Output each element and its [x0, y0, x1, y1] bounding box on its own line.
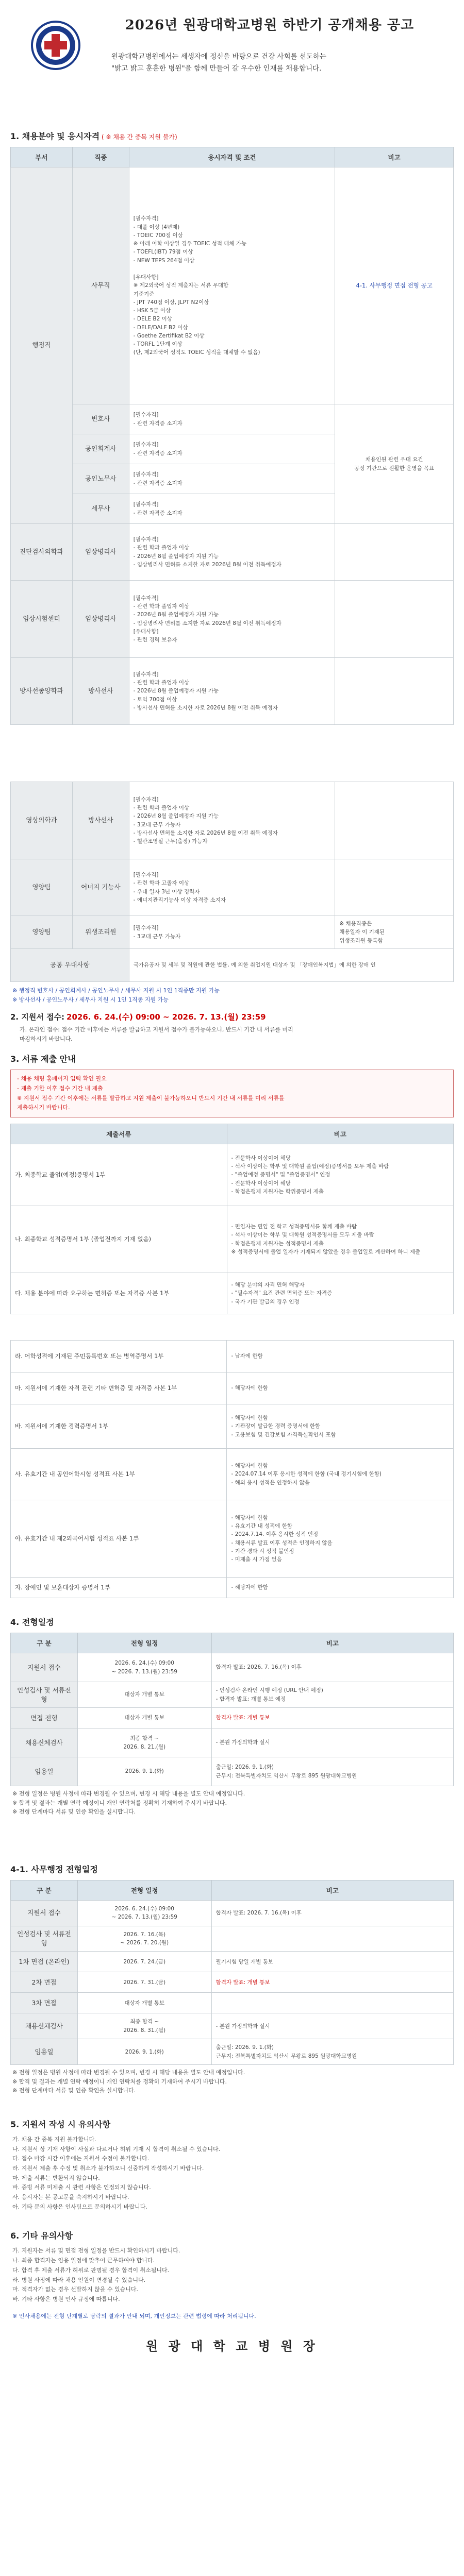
- section41-notes: ※ 전형 일정은 병원 사정에 따라 변경될 수 있으며, 변경 시 해당 내용을 별도 안내 예정입니다. ※ 합격 및 결과는 개별 연락 예정이니 개인 연락처를 정확히 기재하여 주시기 바랍니다. ※ 전형 단계마다 서류 및 인증 확인을 실시합니다.: [12, 2069, 245, 2094]
- admin-schedule-table: 구 분 전형 일정 비고 지원서 접수 2026. 6. 24.(수) 09:00 ~ 2026. 7. 13.(월) 23:59 합격자 발표: 2026. 7. 16.(목) 이후 인성검사 및 서류전형 2026. 7. 16.(목) ~ 2026. 7. 20.(월) 1차 면접 (온라인) 2026. 7. 24.(금) 필기시험 당일 개별 통보 2차 면접 2026. 7. 31.(금) 합격자 발표: 개별 통보 3차 면접 대상자 개별 통보 채용신체검사 최종 합격 ~ 2026. 8. 31.(월) - 본원 가정의학과 실시 임용일 2026. 9. 1.(화) 출근일: 2026. 9. 1.(화) 근무지: 전북특별자치도 익산시 무왕로 895 원광대학교병원: [10, 1880, 454, 2065]
- table-row: 지원서 접수 2026. 6. 24.(수) 09:00 ~ 2026. 7. 13.(월) 23:59 합격자 발표: 2026. 7. 16.(목) 이후: [11, 1653, 454, 1682]
- table-row: 2차 면접 2026. 7. 31.(금) 합격자 발표: 개별 통보: [11, 1972, 454, 1993]
- table-row: 인성검사 및 서류전형 대상자 개별 통보 - 인성검사 온라인 시행 예정 (URL 안내 예정) - 합격자 발표: 개별 통보 예정: [11, 1682, 454, 1708]
- table-row: 공인회계사 [필수자격] - 관련 자격증 소지자: [11, 434, 454, 464]
- table-row: 영양팀 어너지 기능사 [필수자격] - 관련 학과 고졸자 이상 - 우대 일자 3년 이상 경력자 - 에너지관리기능사 이상 자격증 소지자: [11, 859, 454, 916]
- list-item: 라. 병원 사정에 따라 채용 인원이 변경될 수 있습니다.: [12, 2276, 146, 2283]
- header: [10, 0, 454, 124]
- intro-line-1: 원광대학교병원에서는 세생자에 정신을 바탕으로 건강 사회를 선도하는: [111, 53, 326, 61]
- recruitment-table: [10, 147, 454, 725]
- section1-title: 1. 채용분야 및 응시자격 ( ※ 채용 간 중복 지원 불가): [10, 131, 177, 141]
- table-row: 공통 우대사항 국가유공자 및 세부 및 직원에 관한 법률, 예 의한 취업지원 대상자 및 「장애인복지법」에 의한 장애 인: [11, 949, 454, 982]
- table-row: 영상의학과 방사선사 [필수자격] - 관련 학과 졸업자 이상 - 2026년 8월 졸업예정자 지원 가능 - 3교대 근무 가능자 - 방사선사 면허를 소지한 자로 2026년 8월 이전 취득 예정자 - 혈관조영실 근무(출장) 가능자: [11, 782, 454, 859]
- table-row: 세무사 [필수자격] - 관련 자격증 소지자: [11, 494, 454, 524]
- section4-notes: ※ 전형 일정은 병원 사정에 따라 변경될 수 있으며, 변경 시 해당 내용을 별도 안내 예정입니다. ※ 합격 및 결과는 개별 연락 예정이니 개인 연락처를 정확히 기재하여 주시기 바랍니다. ※ 전형 단계마다 서류 및 인증 확인을 실시합니다.: [12, 1790, 245, 1816]
- job-cell: 사무직: [72, 167, 129, 404]
- table-row: 라. 어학성적에 기재된 주민등록번호 또는 병역증명서 1부 - 남자에 한함: [11, 1341, 454, 1372]
- table-row: 임용일 2026. 9. 1.(화) 출근일: 2026. 9. 1.(화) 근무지: 전북특별자치도 익산시 무왕로 895 원광대학교병원: [11, 1757, 454, 1786]
- section6-list: [12, 2246, 454, 2304]
- table-row: 변호사 [필수자격] - 관련 자격증 소지자 채용인원 관련 우대 요건 공정 기관으로 원활한 운영을 목표: [11, 404, 454, 434]
- table-row: 영양팀 위생조리원 [필수자격] - 3교대 근무 가능자 ※ 채용직종은 채용일자 이 기재된 위생조리원 등록함: [11, 916, 454, 949]
- list-item: 마. 제출 서류는 반환되지 않습니다.: [12, 2174, 100, 2181]
- list-item: 다. 접수 마감 시간 이후에는 지원서 수정이 불가합니다.: [12, 2155, 150, 2162]
- list-item: 나. 지원서 상 기재 사항이 사실과 다르거나 허위 기재 시 합격이 취소될 수 있습니다.: [12, 2145, 221, 2153]
- col-job: 직종: [72, 147, 129, 167]
- table-row: 채용신체검사 최종 합격 ~ 2026. 8. 31.(월) - 본원 가정의학과 실시: [11, 2013, 454, 2039]
- section3-notice-box: - 채용 채팅 홈페이지 입력 확인 필요 - 제출 기한 이후 접수 기간 내 제출 ※ 지원서 접수 기간 이후에는 서류를 발급하고 지원 제출이 불가능하오니 반드시 기간 내 서류를 미리 서류를 제출하시기 바랍니다.: [10, 1070, 454, 1117]
- section2-note-2: 마감하시기 바랍니다.: [20, 1035, 73, 1042]
- hospital-logo-icon: [31, 21, 80, 70]
- section41-title: 4-1. 사무행정 전형일정: [10, 1864, 98, 1874]
- section4-title: 4. 전형일정: [10, 1617, 54, 1628]
- table-row: [11, 167, 454, 404]
- table-row: 임용일 2026. 9. 1.(화) 출근일: 2026. 9. 1.(화) 근무지: 전북특별자치도 익산시 무왕로 895 원광대학교병원: [11, 2039, 454, 2065]
- table-row: 방사선종양학과 방사선사 [필수자격] - 관련 학과 졸업자 이상 - 2026년 8월 졸업예정자 지원 가능 - 토익 700점 이상 - 방사선사 면허를 소지한 자로 2026년 8월 이전 취득 예정자: [11, 658, 454, 725]
- section3-title: 3. 서류 제출 안내: [10, 1054, 76, 1064]
- col-dept: 부서: [11, 147, 73, 167]
- table-row: 자. 장애인 및 보훈대상자 증명서 1부 - 해당자에 한함: [11, 1578, 454, 1598]
- list-item: 아. 기타 문의 사항은 인사팀으로 문의하시기 바랍니다.: [12, 2203, 147, 2210]
- section6-title: 6. 기타 유의사항: [10, 2231, 73, 2241]
- list-item: 다. 합격 후 제출 서류가 허위로 판명될 경우 합격이 취소됩니다.: [12, 2266, 170, 2274]
- section2-title: 2. 지원서 접수: 2026. 6. 24.(수) 09:00 ~ 2026. 7. 13.(월) 23:59: [10, 1012, 266, 1022]
- documents-table: 제출서류 비고 가. 최종학교 졸업(예정)증명서 1부 - 전문학사 이상이어 해당 - 석사 이상이는 학부 및 대학원 졸업(예정)증명서를 모두 제출 바람 - "졸업예정 증명서" 및 "졸업증명서" 인정 - 전문학사 이상이어 해당 - 학점은행제 지원자는 학위증명서 제출 나. 최종학교 성적증명서 1부 (졸업전까지 기재 없음) - 편입자는 편입 전 학교 성적증명서를 함께 제출 바람 - 석사 이상이는 학부 및 대학원 성적증명서를 모두 제출 바람 - 학점은행제 지원자는 성적증명서 제출 ※ 성적증명서에 졸업 일자가 기재되지 않았을 경우 졸업일로 계산하여 하니 제출 다. 채용 분야에 따라 요구하는 면허증 또는 자격증 사본 1부 - 해당 분야의 자격 면허 해당자 - "필수자격" 요건 관련 면허증 또는 자격증 - 국가 기관 발급의 경우 인정: [10, 1124, 454, 1314]
- list-item: 마. 적격자가 없는 경우 선발하지 않을 수 있습니다.: [12, 2286, 138, 2293]
- header-text: [86, 14, 454, 75]
- table-row: 임상시험센터 임상병리사 [필수자격] - 관련 학과 졸업자 이상 - 2026년 8월 졸업예정자 지원 가능 - 임상병리사 면허를 소지한 자로 2026년 8월 이전 취득예정자 [우대사항] - 관련 경력 보유자: [11, 581, 454, 658]
- list-item: 바. 증빙 서류 미제출 시 관련 사항은 인정되지 않습니다.: [12, 2184, 151, 2191]
- page-title: 2026년 원광대학교병원 하반기 공개채용 공고: [125, 18, 415, 33]
- table-row: 나. 최종학교 성적증명서 1부 (졸업전까지 기재 없음) - 편입자는 편입 전 학교 성적증명서를 함께 제출 바람 - 석사 이상이는 학부 및 대학원 성적증명서를 모두 제출 바람 - 학점은행제 지원자는 성적증명서 제출 ※ 성적증명서에 졸업 일자가 기재되지 않았을 경우 졸업일로 계산하여 하니 제출: [11, 1206, 454, 1273]
- table-row: 사. 유효기간 내 공인어학시험 성적표 사본 1부 - 해당자에 한함 - 2024.07.14 이후 응시한 성적에 한함 (국내 정기시험에 한함) - 해외 응시 성적은 인정하지 않음: [11, 1449, 454, 1500]
- req-cell: [필수자격] - 대졸 이상 (4년제) - TOEIC 700점 이상 ※ 아래 어학 이상일 경우 TOEIC 성적 대체 가능 - TOEFL(IBT) 79점 이상 - NEW TEPS 264점 이상 [우대사항] ※ 제2외국어 성적 제출자는 서류 우대함 기준기준 - JPT 740점 이상, JLPT N2이상 - HSK 5급 이상 - DELE B2 이상 - DELE/DALF B2 이상 - Goethe Zertifikat B2 이상 - TORFL 1단계 이상 (단, 제2외국어 성적도 TOEIC 성적을 대체할 수 없음): [129, 167, 335, 404]
- signature: 원 광 대 학 교 병 원 장: [146, 2338, 318, 2354]
- note-cell: 4-1. 사무행정 면접 전형 공고: [335, 167, 454, 404]
- list-item: 가. 지원자는 서류 및 면접 전형 일정을 반드시 확인하시기 바랍니다.: [12, 2247, 180, 2255]
- table-row: 1차 면접 (온라인) 2026. 7. 24.(금) 필기시험 당일 개별 통보: [11, 1952, 454, 1972]
- col-note: 비고: [335, 147, 454, 167]
- documents-table-continued: [10, 1340, 454, 1598]
- table-row: 인성검사 및 서류전형 2026. 7. 16.(목) ~ 2026. 7. 20.(월): [11, 1926, 454, 1951]
- col-req: 응시자격 및 조건: [129, 147, 335, 167]
- recruitment-table-continued: [10, 782, 454, 982]
- table-row: 채용신체검사 최종 합격 ~ 2026. 8. 21.(월) - 본원 가정의학과 실시: [11, 1728, 454, 1757]
- table-row: 마. 지원서에 기재한 자격 관련 기타 면허증 및 자격증 사본 1부 - 해당자에 한함: [11, 1372, 454, 1404]
- list-item: 라. 지원서 제출 후 수정 및 취소가 불가하오니 신중하게 작성하시기 바랍니다.: [12, 2165, 204, 2172]
- section1-footnotes: ※ 행정직 변호사 / 공인회계사 / 공인노무사 / 세무사 지원 시 1인 1직종만 지원 가능 ※ 방사선사 / 공인노무사 / 세무사 지원 시 1인 1직종 지원 가능: [12, 987, 220, 1003]
- list-item: 가. 채용 간 중복 지원 불가합니다.: [12, 2136, 96, 2143]
- section6-final-note: ※ 인사채용에는 전형 단계별로 당락의 결과가 안내 되며, 개인정보는 관련 법령에 따라 처리됩니다.: [12, 2312, 256, 2319]
- schedule-table: 구 분 전형 일정 비고 지원서 접수 2026. 6. 24.(수) 09:00 ~ 2026. 7. 13.(월) 23:59 합격자 발표: 2026. 7. 16.(목) 이후 인성검사 및 서류전형 대상자 개별 통보 - 인성검사 온라인 시행 예정 (URL 안내 예정) - 합격자 발표: 개별 통보 예정 면접 전형 대상자 개별 통보 합격자 발표: 개별 통보 채용신체검사 최종 합격 ~ 2026. 8. 21.(월) - 본원 가정의학과 실시 임용일 2026. 9. 1.(화) 출근일: 2026. 9. 1.(화) 근무지: 전북특별자치도 익산시 무왕로 895 원광대학교병원: [10, 1633, 454, 1786]
- table-row: 아. 유효기간 내 제2외국어시험 성적표 사본 1부 - 해당자에 한함 - 유효기간 내 성적에 한함 - 2024.7.14. 이후 응시한 성적 인정 - 채용서류 발표 이후 성적은 인정하지 않음 - 기간 경과 시 성적 불인정 - 미제출 시 가점 없음: [11, 1500, 454, 1578]
- table-row: 가. 최종학교 졸업(예정)증명서 1부 - 전문학사 이상이어 해당 - 석사 이상이는 학부 및 대학원 졸업(예정)증명서를 모두 제출 바람 - "졸업예정 증명서" 및 "졸업증명서" 인정 - 전문학사 이상이어 해당 - 학점은행제 지원자는 학위증명서 제출: [11, 1144, 454, 1206]
- table-row: 3차 면접 대상자 개별 통보: [11, 1993, 454, 2013]
- section2-note-1: 가. 온라인 접수: 접수 기간 이후에는 서류를 발급하고 지원서 접수가 불가능하오니, 반드시 기간 내 서류를 미리: [20, 1026, 293, 1033]
- list-item: 바. 기타 사항은 병원 인사 규정에 따릅니다.: [12, 2295, 120, 2302]
- list-item: 사. 응시자는 본 공고문을 숙지하시기 바랍니다.: [12, 2194, 129, 2201]
- table-row: 다. 채용 분야에 따라 요구하는 면허증 또는 자격증 사본 1부 - 해당 분야의 자격 면허 해당자 - "필수자격" 요건 관련 면허증 또는 자격증 - 국가 기관 발급의 경우 인정: [11, 1273, 454, 1314]
- table-row: 진단검사의학과 임상병리사 [필수자격] - 관련 학과 졸업자 이상 - 2026년 8월 졸업예정자 지원 가능 - 임상병리사 면허를 소지한 자로 2026년 8월 이전 취득예정자: [11, 524, 454, 581]
- dept-cell: 행정직: [11, 167, 73, 524]
- section5-title: 5. 지원서 작성 시 유의사항: [10, 2119, 111, 2129]
- table-row: 면접 전형 대상자 개별 통보 합격자 발표: 개별 통보: [11, 1708, 454, 1728]
- intro-line-2: "밝고 밝고 훈훈한 병원"을 함께 만들어 갈 우수한 인재를 채용합니다.: [111, 64, 322, 73]
- application-period: 2026. 6. 24.(수) 09:00 ~ 2026. 7. 13.(월) 23:59: [67, 1012, 266, 1022]
- table-row: 지원서 접수 2026. 6. 24.(수) 09:00 ~ 2026. 7. 13.(월) 23:59 합격자 발표: 2026. 7. 16.(목) 이후: [11, 1900, 454, 1926]
- list-item: 나. 최종 합격자는 임용 일정에 맞추어 근무하여야 합니다.: [12, 2257, 155, 2264]
- table-row: 바. 지원서에 기재한 경력증명서 1부 - 해당자에 한함 - 기관장이 발급한 경력 증명서에 한함 - 고용보험 및 건강보험 자격득실확인서 포함: [11, 1404, 454, 1449]
- section5-list: [12, 2135, 454, 2212]
- table-row: 공인노무사 [필수자격] - 관련 자격증 소지자: [11, 464, 454, 494]
